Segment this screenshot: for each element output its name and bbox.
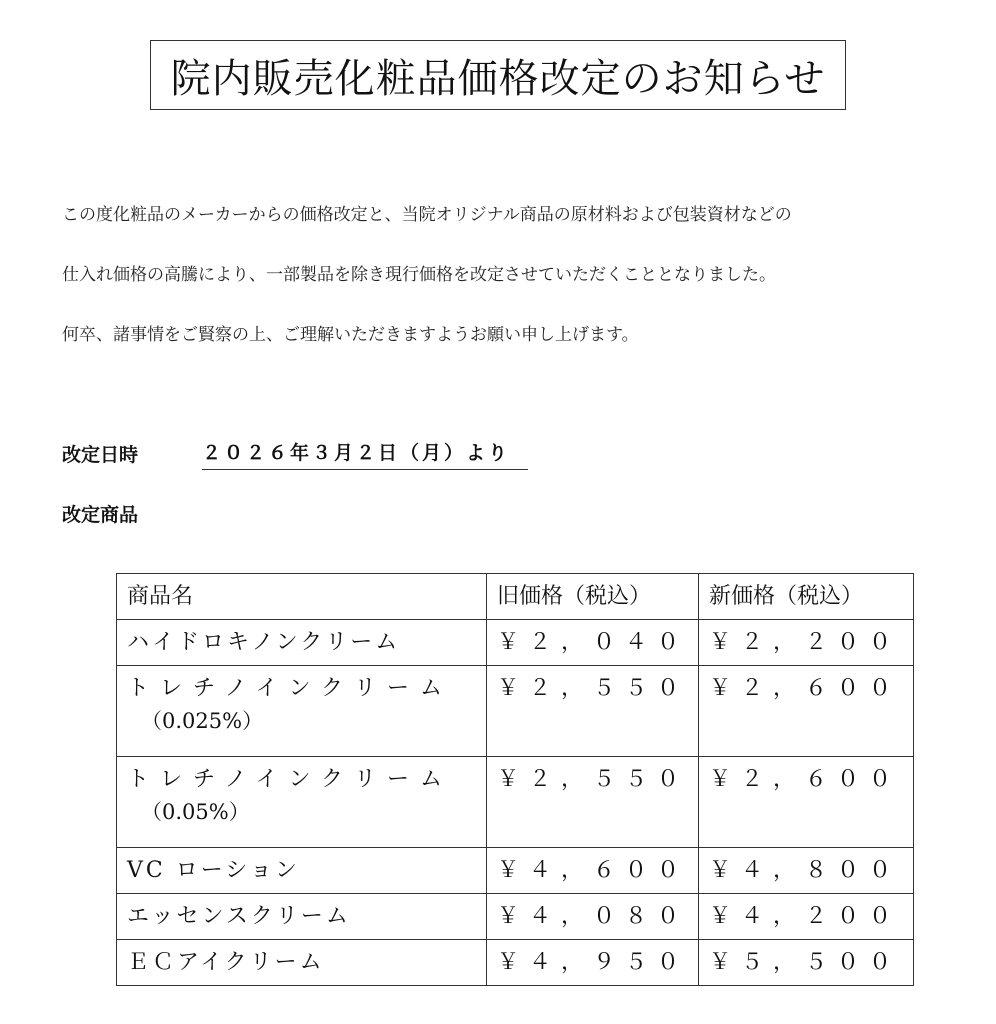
old-price-cell: [487, 940, 699, 986]
old-price-cell: [487, 894, 699, 940]
intro-paragraph-line-3: 何卒、諸事情をご賢察の上、ご理解いただきますようお願い申し上げます。: [62, 325, 639, 345]
old-price: ￥４，０８０: [497, 904, 690, 929]
old-price: ￥２，０４０: [497, 630, 690, 655]
table-row: [117, 757, 914, 848]
column-header-old-price: 旧価格（税込）: [487, 574, 699, 620]
new-price: ￥４，８００: [709, 858, 902, 883]
old-price-cell: [487, 620, 699, 666]
revision-date-label: 改定日時: [62, 444, 139, 466]
table-row: [117, 666, 914, 757]
product-name-cell: [117, 848, 487, 894]
new-price: ￥２，６００: [709, 676, 902, 701]
product-name-cell: [117, 940, 487, 986]
new-price: ￥２，２００: [709, 630, 902, 655]
new-price-cell: [699, 757, 914, 848]
product-name: エッセンスクリーム: [127, 904, 351, 929]
new-price-cell: [699, 848, 914, 894]
product-name-cell: [117, 757, 487, 848]
new-price: ￥５，５００: [709, 950, 902, 975]
title-box: [150, 40, 846, 110]
table-header-row: [117, 574, 914, 620]
product-name: ハイドロキノンクリーム: [127, 630, 401, 655]
intro-paragraph-line-1: この度化粧品のメーカーからの価格改定と、当院オリジナル商品の原材料および包装資材などの: [62, 205, 792, 225]
old-price: ￥４，６００: [497, 858, 690, 883]
product-name: トレチノインクリーム: [127, 676, 454, 701]
old-price-cell: [487, 666, 699, 757]
column-header-product-name: 商品名: [117, 574, 487, 620]
new-price-cell: [699, 940, 914, 986]
table-row: [117, 848, 914, 894]
new-price: ￥４，２００: [709, 904, 902, 929]
old-price: ￥４，９５０: [497, 950, 690, 975]
new-price: ￥２，６００: [709, 767, 902, 792]
table-row: [117, 894, 914, 940]
old-price-cell: [487, 757, 699, 848]
revision-date-value: ２０２６年３月２日（月）より: [202, 438, 528, 470]
intro-paragraph-line-2: 仕入れ価格の高騰により、一部製品を除き現行価格を改定させていただくこととなりました。: [62, 265, 776, 285]
product-name: VC ローション: [127, 858, 300, 883]
old-price: ￥２，５５０: [497, 767, 690, 792]
price-table: [116, 573, 914, 986]
product-name-cell: [117, 894, 487, 940]
new-price-cell: [699, 894, 914, 940]
column-header-new-price: 新価格（税込）: [699, 574, 914, 620]
old-price: ￥２，５５０: [497, 676, 690, 701]
product-concentration: （0.025%）: [141, 709, 264, 733]
revised-products-label: 改定商品: [62, 504, 139, 526]
old-price-cell: [487, 848, 699, 894]
table-row: [117, 620, 914, 666]
product-concentration: （0.05%）: [141, 800, 250, 824]
new-price-cell: [699, 620, 914, 666]
product-name-cell: [117, 620, 487, 666]
product-name: ＥＣアイクリーム: [127, 950, 325, 975]
table-row: [117, 940, 914, 986]
product-name: トレチノインクリーム: [127, 767, 454, 792]
page-title: 院内販売化粧品価格改定のお知らせ: [170, 55, 826, 102]
product-name-cell: [117, 666, 487, 757]
new-price-cell: [699, 666, 914, 757]
